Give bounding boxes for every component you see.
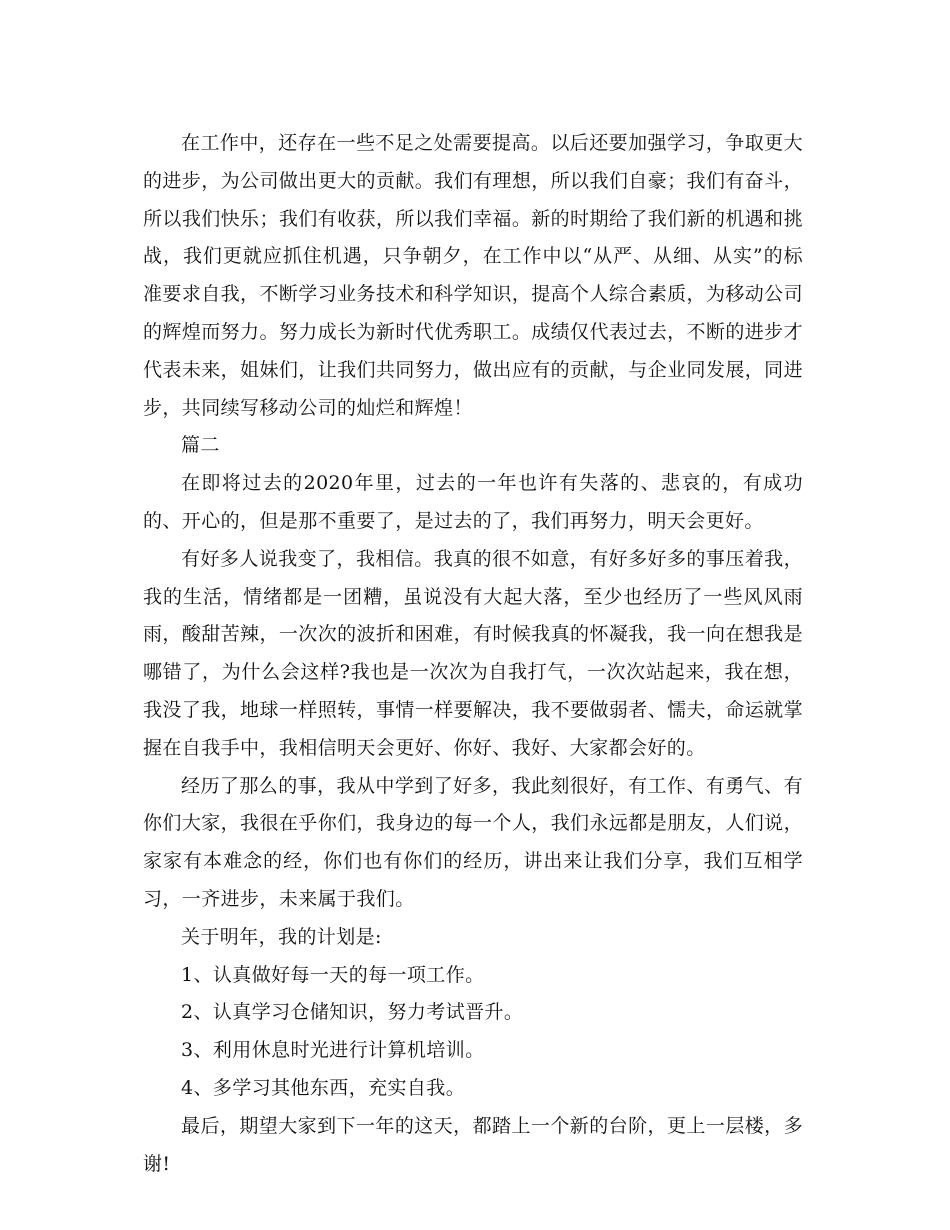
plan-intro: 关于明年，我的计划是: [181,925,382,948]
closing-paragraph: 最后，期望大家到下一年的这天，都踏上一个新的台阶，更上一层楼，多谢! [143,1114,803,1175]
paragraph-experience: 经历了那么的事，我从中学到了好多，我此刻很好，有工作、有勇气、有你们大家，我很在乎你们，我身边的每一个人，我们永远都是朋友，人们说，家家有本难念的经，你们也有你们的经历，讲出来让我们分享，我们互相学习，一齐进步，未来属于我们。 [143,774,803,910]
plan-item: 2、认真学习仓储知识，努力考试晋升。 [181,1001,524,1024]
document-body [143,125,803,1183]
plan-item: 1、认真做好每一天的每一项工作。 [181,963,485,986]
paragraph-work-summary: 在工作中，还存在一些不足之处需要提高。以后还要加强学习，争取更大的进步，为公司做出更大的贡献。我们有理想，所以我们自豪；我们有奋斗，所以我们快乐；我们有收获，所以我们幸福。新的时期给了我们新的机遇和挑战，我们更就应抓住机遇，只争朝夕，在工作中以“从严、从细、从实”的标准要求自我，不断学习业务技术和科学知识，提高个人综合素质，为移动公司的辉煌而努力。努力成长为新时代优秀职工。成绩仅代表过去，不断的进步才代表未来，姐妹们，让我们共同努力，做出应有的贡献，与企业同发展，同进步，共同续写移动公司的灿烂和辉煌！ [143,132,803,419]
plan-item: 3、利用休息时光进行计算机培训。 [181,1039,485,1062]
section-heading: 篇二 [181,434,220,457]
plan-item: 4、多学习其他东西，充实自我。 [181,1076,466,1099]
paragraph-year-intro: 在即将过去的2020年里，过去的一年也许有失落的、悲哀的，有成功的、开心的，但是那不重要了，是过去的了，我们再努力，明天会更好。 [143,472,803,532]
paragraph-changes: 有好多人说我变了，我相信。我真的很不如意，有好多好多的事压着我，我的生活，情绪都是一团糟，虽说没有大起大落，至少也经历了一些风风雨雨，酸甜苦辣，一次次的波折和困难，有时候我真的怀凝我，我一向在想我是哪错了，为什么会这样?我也是一次次为自我打气，一次次站起来，我在想，我没了我，地球一样照转，事情一样要解决，我不要做弱者、懦夫，命运就掌握在自我手中，我相信明天会更好、你好、我好、大家都会好的。 [143,547,803,759]
